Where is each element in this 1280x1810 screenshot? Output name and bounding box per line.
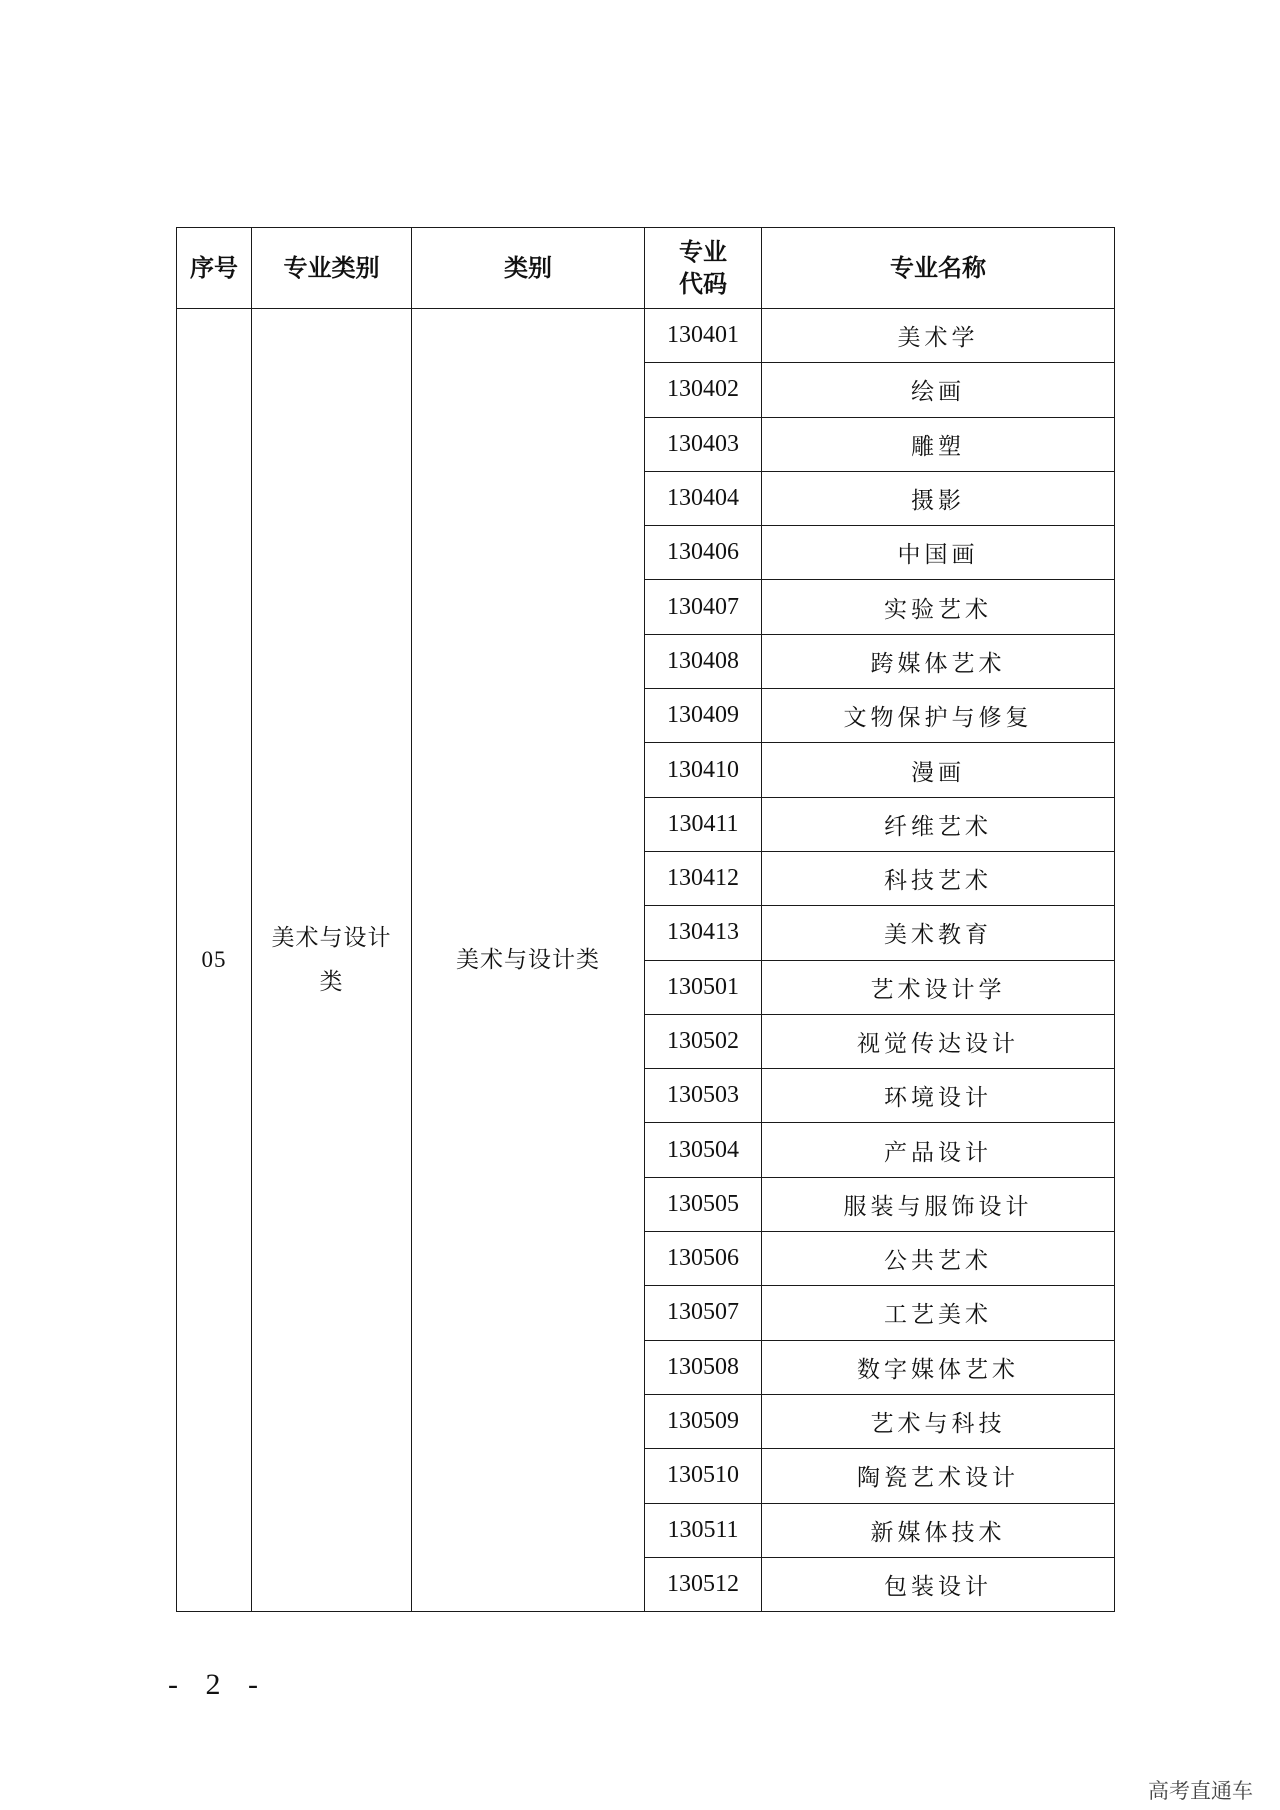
major-code-cell: 130401: [645, 309, 762, 363]
major-name-cell: 公共艺术: [762, 1232, 1115, 1286]
table-header-row: [177, 228, 1115, 309]
major-code-cell: 130409: [645, 689, 762, 743]
major-code-cell: 130412: [645, 851, 762, 905]
group-category-cell: 美术与设计类: [412, 309, 645, 1612]
header-seq: 序号: [177, 228, 252, 309]
major-name-cell: 工艺美术: [762, 1286, 1115, 1340]
header-code: [645, 228, 762, 309]
header-major-name: 专业名称: [762, 228, 1115, 309]
major-name-cell: 环境设计: [762, 1069, 1115, 1123]
major-name-cell: 纤维艺术: [762, 797, 1115, 851]
major-code-cell: 130502: [645, 1014, 762, 1068]
major-name-cell: 新媒体技术: [762, 1503, 1115, 1557]
major-name-cell: 文物保护与修复: [762, 689, 1115, 743]
major-code-cell: 130505: [645, 1177, 762, 1231]
group-seq-cell: 05: [177, 309, 252, 1612]
header-category: 类别: [412, 228, 645, 309]
major-name-cell: 科技艺术: [762, 851, 1115, 905]
major-code-cell: 130408: [645, 634, 762, 688]
major-name-cell: 摄影: [762, 471, 1115, 525]
major-code-cell: 130511: [645, 1503, 762, 1557]
table-row: [177, 309, 1115, 363]
major-name-cell: 艺术与科技: [762, 1394, 1115, 1448]
major-name-cell: 数字媒体艺术: [762, 1340, 1115, 1394]
major-code-cell: 130507: [645, 1286, 762, 1340]
major-code-cell: 130506: [645, 1232, 762, 1286]
major-name-cell: 产品设计: [762, 1123, 1115, 1177]
major-name-cell: 包装设计: [762, 1557, 1115, 1611]
major-name-cell: 服装与服饰设计: [762, 1177, 1115, 1231]
major-code-cell: 130509: [645, 1394, 762, 1448]
major-name-cell: 美术教育: [762, 906, 1115, 960]
header-code-line1: 专业: [679, 238, 727, 266]
major-table: [176, 227, 1115, 1612]
header-major-category: 专业类别: [252, 228, 412, 309]
major-name-cell: 视觉传达设计: [762, 1014, 1115, 1068]
major-code-cell: 130411: [645, 797, 762, 851]
table-body: [177, 309, 1115, 1612]
group-major-category-text: 美术与设计类: [271, 925, 392, 996]
major-code-cell: 130410: [645, 743, 762, 797]
major-code-cell: 130508: [645, 1340, 762, 1394]
major-code-cell: 130504: [645, 1123, 762, 1177]
major-code-cell: 130501: [645, 960, 762, 1014]
major-name-cell: 漫画: [762, 743, 1115, 797]
major-name-cell: 陶瓷艺术设计: [762, 1449, 1115, 1503]
major-name-cell: 实验艺术: [762, 580, 1115, 634]
major-code-cell: 130510: [645, 1449, 762, 1503]
major-name-cell: 美术学: [762, 309, 1115, 363]
major-name-cell: 中国画: [762, 526, 1115, 580]
header-code-line2: 代码: [679, 270, 727, 298]
major-code-cell: 130404: [645, 471, 762, 525]
major-name-cell: 雕塑: [762, 417, 1115, 471]
major-code-cell: 130512: [645, 1557, 762, 1611]
major-name-cell: 跨媒体艺术: [762, 634, 1115, 688]
major-code-cell: 130403: [645, 417, 762, 471]
page-number: - 2 -: [168, 1668, 268, 1701]
major-code-cell: 130413: [645, 906, 762, 960]
group-major-category-cell: [252, 309, 412, 1612]
major-name-cell: 绘画: [762, 363, 1115, 417]
major-code-cell: 130406: [645, 526, 762, 580]
major-code-cell: 130503: [645, 1069, 762, 1123]
major-code-cell: 130407: [645, 580, 762, 634]
watermark-text: 高考直通车: [1148, 1779, 1253, 1803]
major-code-cell: 130402: [645, 363, 762, 417]
major-name-cell: 艺术设计学: [762, 960, 1115, 1014]
